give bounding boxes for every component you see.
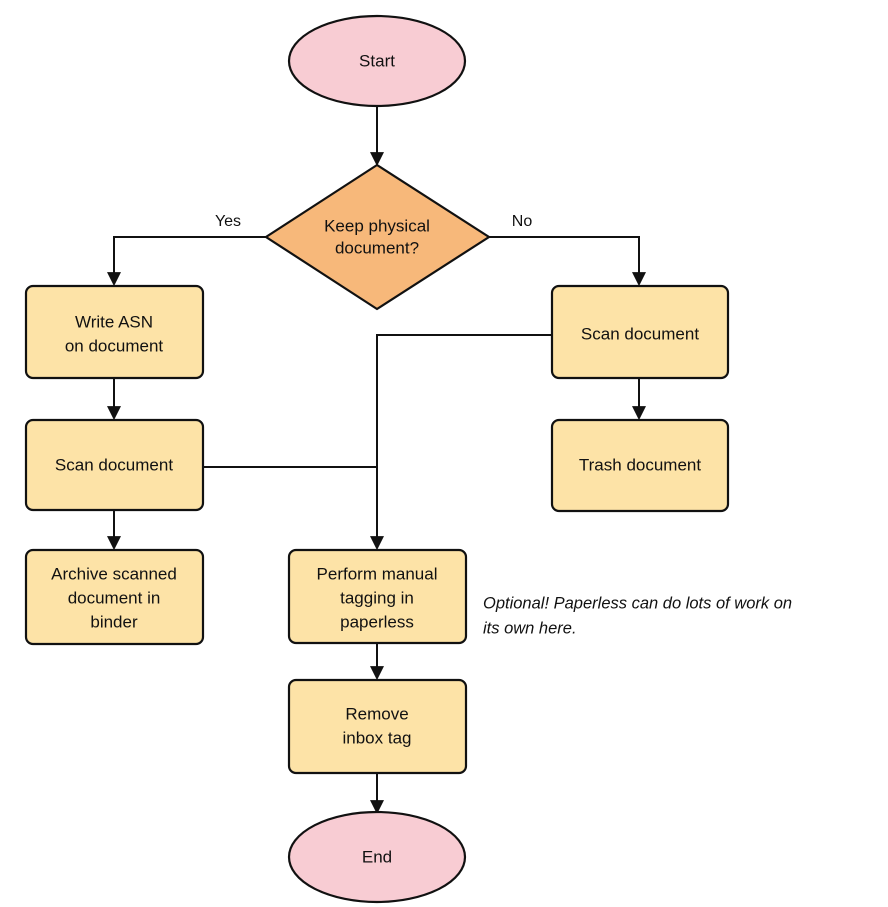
- edge-scanleft-to-tagging: [204, 467, 377, 548]
- edge-label-yes: Yes: [214, 213, 242, 231]
- node-manual-tagging[interactable]: [289, 550, 466, 643]
- optional-note-line2: its own here.: [483, 619, 577, 638]
- node-write-asn[interactable]: [26, 286, 203, 378]
- node-start-label: Start: [359, 51, 395, 71]
- node-trash-document-label: Trash document: [578, 455, 702, 475]
- edge-scanright-to-tagging: [377, 335, 553, 467]
- optional-note-line1: Optional! Paperless can do lots of work on: [483, 594, 793, 613]
- node-archive-document-label-line3: binder: [90, 612, 138, 632]
- edge-decision-yes: [114, 237, 266, 284]
- edge-label-no: No: [511, 213, 533, 231]
- node-archive-document[interactable]: [26, 550, 203, 644]
- optional-note: [483, 594, 792, 637]
- node-start[interactable]: [289, 16, 465, 106]
- node-write-asn-label-line2: on document: [64, 336, 164, 356]
- node-decision-label-line2: document?: [334, 238, 420, 258]
- node-remove-inbox-tag-label-line1: Remove: [345, 704, 409, 724]
- node-scan-document-left[interactable]: [26, 420, 203, 510]
- node-manual-tagging-label-line3: paperless: [340, 612, 414, 632]
- node-decision[interactable]: [266, 165, 489, 309]
- node-manual-tagging-label-line2: tagging in: [340, 588, 414, 608]
- node-write-asn-label-line1: Write ASN: [74, 312, 154, 332]
- edge-decision-no: [489, 237, 639, 284]
- node-remove-inbox-tag[interactable]: [289, 680, 466, 773]
- node-archive-document-label-line1: Archive scanned: [51, 564, 177, 584]
- node-trash-document[interactable]: [552, 420, 728, 511]
- node-remove-inbox-tag-label-line2: inbox tag: [342, 728, 412, 748]
- node-scan-document-left-label: Scan document: [54, 455, 174, 475]
- node-end[interactable]: [289, 812, 465, 902]
- node-archive-document-label-line2: document in: [67, 588, 161, 608]
- node-decision-label-line1: Keep physical: [324, 216, 430, 236]
- node-scan-document-right-label: Scan document: [580, 324, 700, 344]
- node-manual-tagging-label-line1: Perform manual: [316, 564, 438, 584]
- node-scan-document-right[interactable]: [552, 286, 728, 378]
- node-end-label: End: [361, 847, 393, 867]
